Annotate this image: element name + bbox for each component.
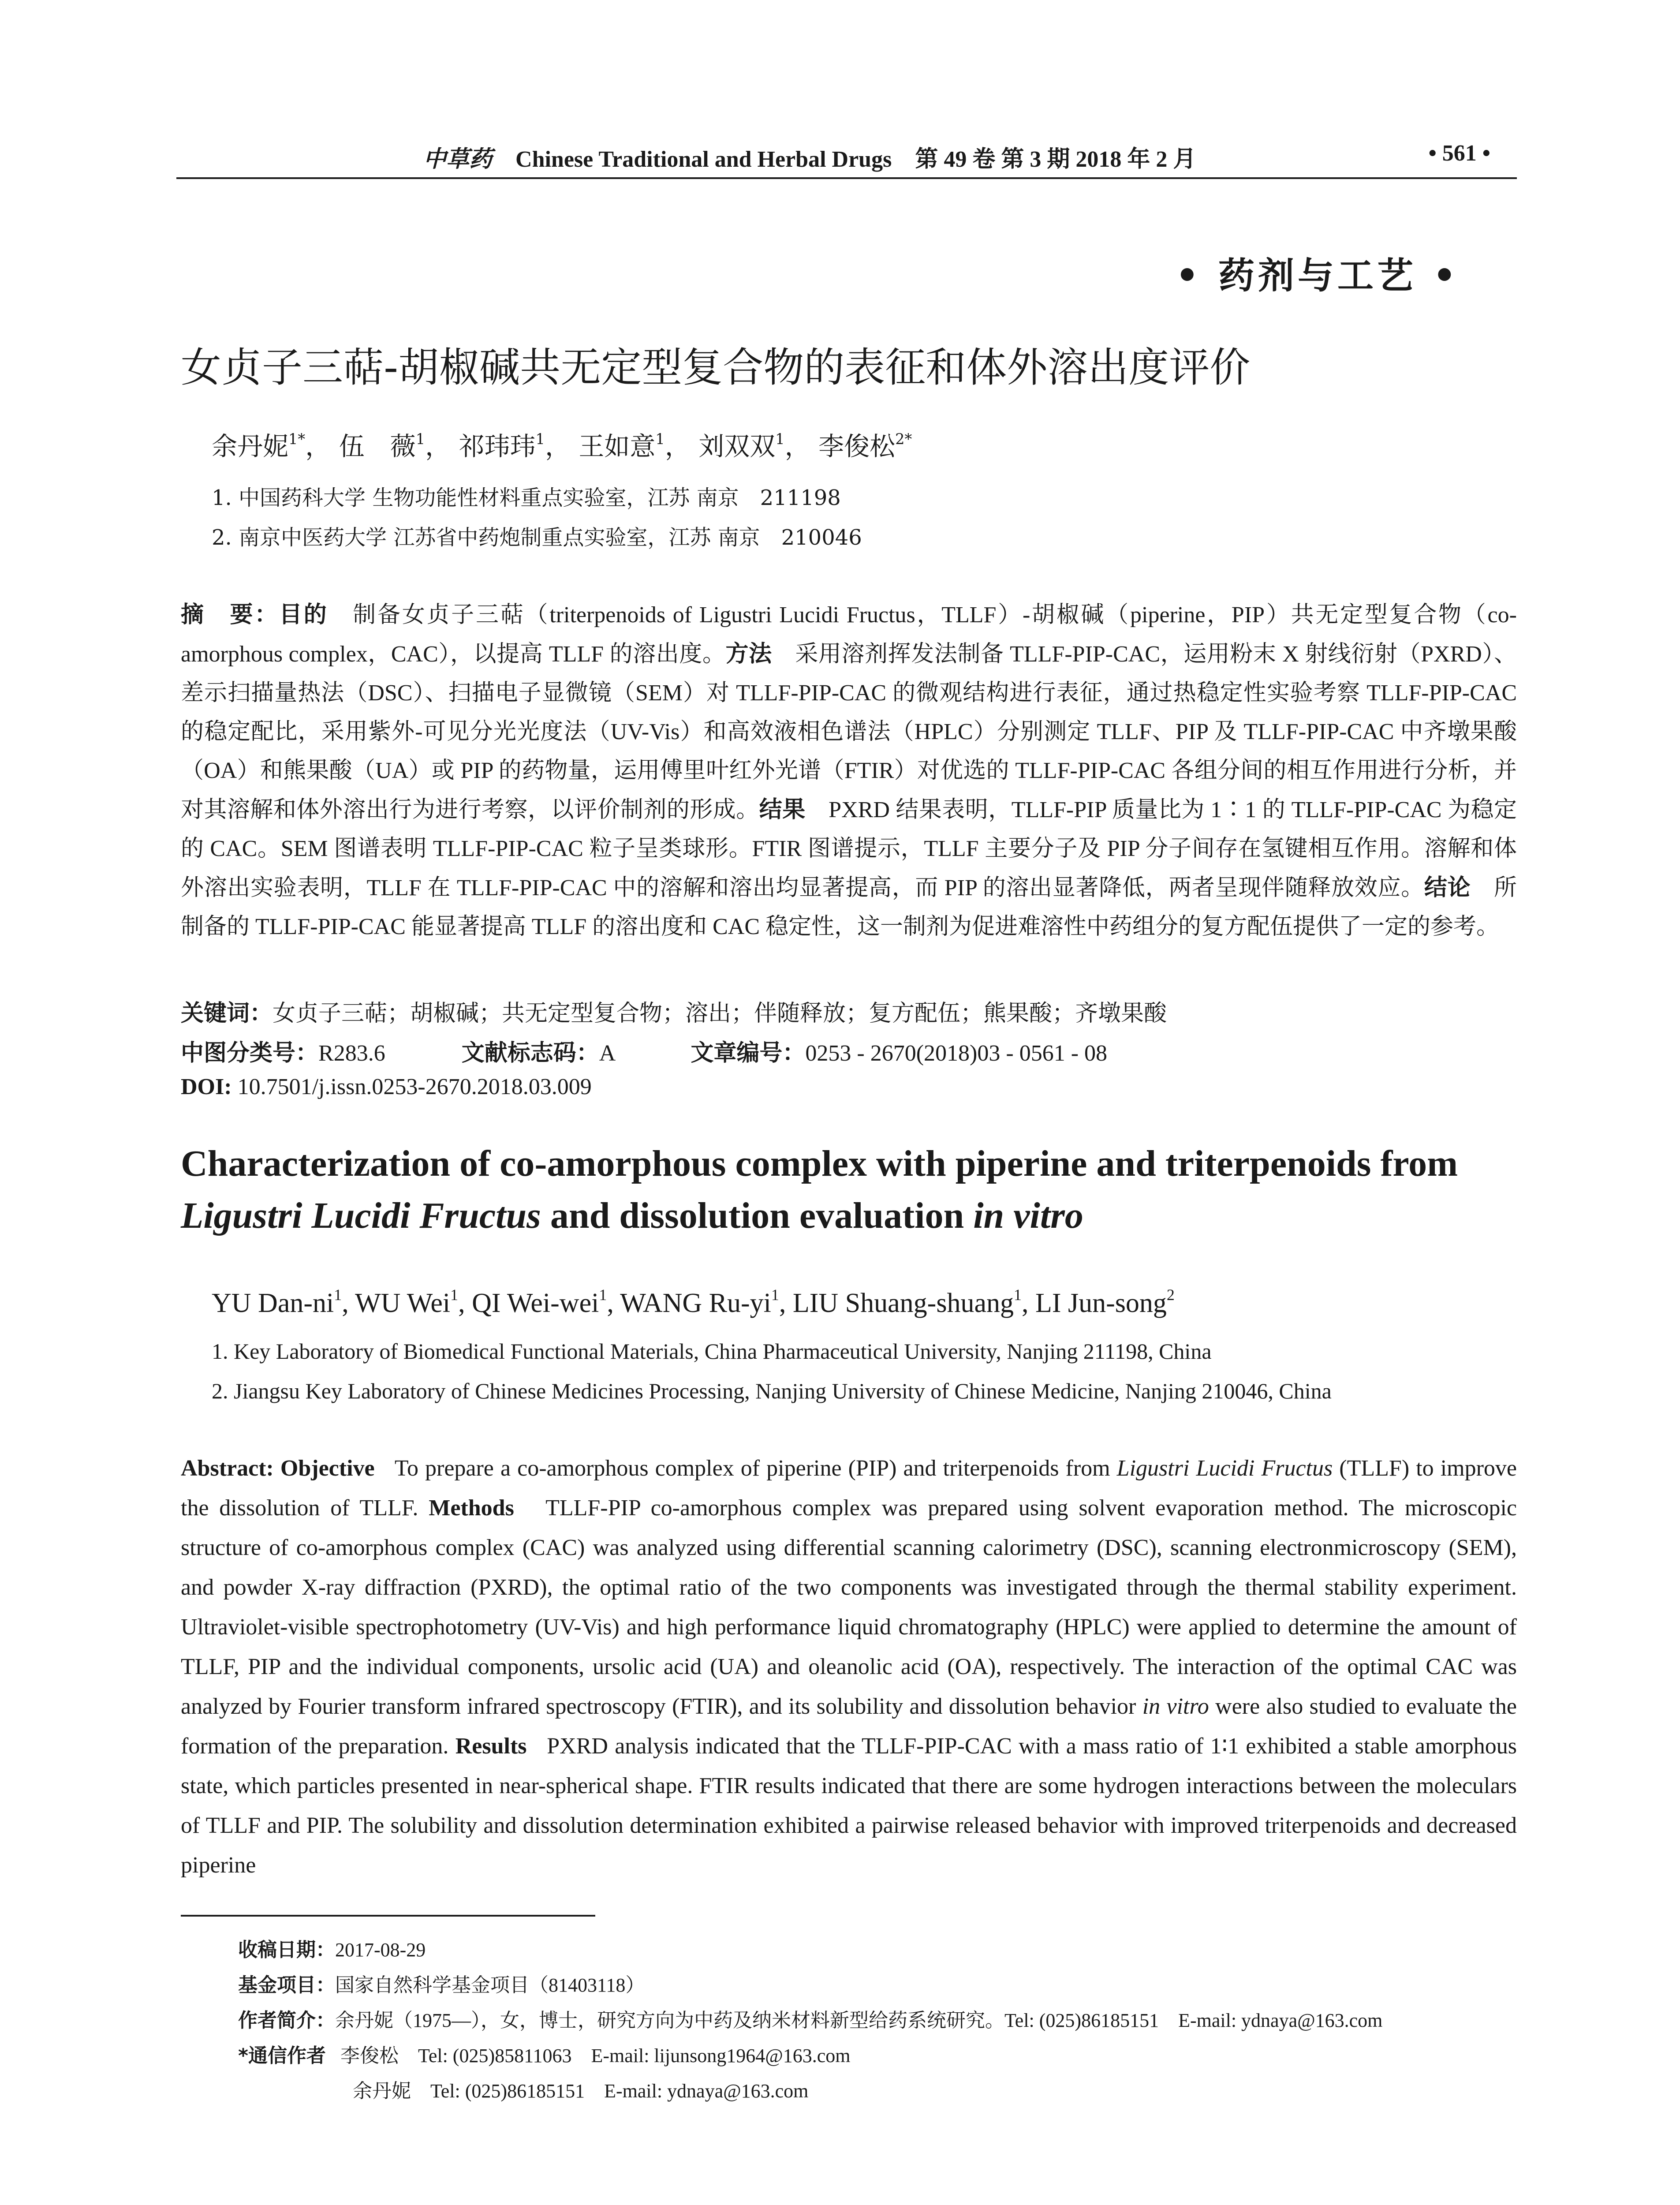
author-name: WANG Ru-yi	[620, 1288, 771, 1318]
title-english-part1: Characterization of co-amorphous complex with piperine and triterpenoids from	[181, 1143, 1458, 1184]
authors-english: YU Dan-$ni^1$, WU Wei$^1$, QI Wei-wei$^1$, WANG $Ru-yi^1$, LIU Shuang-shuang$^1$, LI Jun-song$^2$	[212, 1286, 1175, 1318]
abstract-label: 摘 要：	[181, 602, 279, 628]
journal-issue: 第 49 卷 第 3 期 2018 年 2 月	[915, 147, 1196, 172]
header-rule	[176, 177, 1517, 179]
keywords-line	[181, 994, 1167, 1028]
author-name: 王如意	[579, 431, 656, 461]
article-number-label: 文章编号：	[691, 1040, 806, 1066]
corresponding-label: *通信作者	[238, 2044, 326, 2067]
received-label: 收稿日期：	[238, 1939, 335, 1961]
methods-text: 采用溶剂挥发法制备 TLLF-PIP-CAC，运用粉末 X 射线衍射（PXRD）、差示扫描量热法（DSC）、扫描电子显微镜（SEM）对 TLLF-PIP-CAC 的微观结构进行表征，通过热稳定性实验考察 TLLF-PIP-CAC 的稳定配比，采用紫外-可见分光光度法（UV-Vis）和高效液相色谱法（HPLC）分别测定 TLLF、PIP 及 TLLF-PIP-CAC 中齐墩果酸（OA）和熊果酸（UA）或 PIP 的药物量，运用傅里叶红外光谱（FTIR）对优选的 TLLF-PIP-CAC 各组分间的相互作用进行分析，并对其溶解和体外溶出行为进行考察，以评价制剂的形成。	[181, 642, 1517, 822]
results-en-text: PXRD analysis indicated that the TLLF-PIP-CAC with a mass ratio of 1∶1 exhibited a stable amorphous state, which particles presented in near-spherical shape. FTIR results indicated that there are some hydrogen interactions between the moleculars of TLLF and PIP. The solubility and dissolution determination exhibited a pairwise released behavior with improved triterpenoids and decreased piperine	[181, 1734, 1517, 1878]
author-affiliation-mark: 1*	[288, 430, 306, 448]
author-name: LI Jun-song	[1035, 1288, 1167, 1318]
footnote-fund	[238, 1969, 645, 1997]
affiliation-english-1: 1. Key Laboratory of Biomedical Functional Materials, China Pharmaceutical University, Nanjing 211198, China	[212, 1339, 1212, 1364]
keywords-label: 关键词：	[181, 1000, 273, 1027]
methods-en-text-b: were also studied to evaluate the formation of the preparation.	[181, 1694, 1517, 1759]
author-name: YU Dan-ni	[212, 1288, 334, 1318]
objective-en-label: Objective	[280, 1456, 375, 1481]
author-affiliation-mark: 1	[450, 1286, 459, 1304]
author-affiliation-mark: 2	[1166, 1286, 1175, 1304]
affiliation-chinese-1: 1. 中国药科大学 生物功能性材料重点实验室，江苏 南京 211198	[212, 486, 841, 510]
author-affiliation-mark: 1	[334, 1286, 342, 1304]
abstract-en-label: Abstract:	[181, 1456, 274, 1481]
methods-en-italic: in vitro	[1142, 1694, 1209, 1719]
abstract-english	[181, 1449, 1517, 1885]
affiliation-english-2: 2. Jiangsu Key Laboratory of Chinese Medicines Processing, Nanjing University of Chinese Medicine, Nanjing 210046, China	[212, 1379, 1332, 1403]
author-affiliation-mark: 2*	[895, 430, 912, 448]
results-text: PXRD 结果表明，TLLF-PIP 质量比为 1∶1 的 TLLF-PIP-CAC 为稳定的 CAC。SEM 图谱表明 TLLF-PIP-CAC 粒子呈类球形。FTIR 图谱提示，TLLF 主要分子及 PIP 分子间存在氢键相互作用。溶解和体外溶出实验表明，TLLF 在 TLLF-PIP-CAC 中的溶解和溶出均显著提高，而 PIP 的溶出显著降低，两者呈现伴随释放效应。	[181, 797, 1517, 901]
conclusion-text: 所制备的 TLLF-PIP-CAC 能显著提高 TLLF 的溶出度和 CAC 稳定性，这一制剂为促进难溶性中药组分的复方配伍提供了一定的参考。	[181, 875, 1517, 939]
author-name: QI Wei-wei	[472, 1288, 599, 1318]
keywords-text: 女贞子三萜；胡椒碱；共无定型复合物；溶出；伴随释放；复方配伍；熊果酸；齐墩果酸	[273, 1001, 1167, 1026]
footnote-rule	[181, 1915, 595, 1917]
author-affiliation-mark: 1	[599, 1286, 607, 1304]
title-english	[181, 1138, 1521, 1242]
objective-en-italic: Ligustri Lucidi Fructus	[1116, 1456, 1333, 1481]
methods-label: 方法	[725, 641, 772, 667]
author-name: 李俊松	[818, 431, 896, 461]
page-number: • 561 •	[1428, 141, 1490, 166]
bio-label: 作者简介：	[238, 2009, 335, 2032]
author-affiliation-mark: 1	[775, 430, 785, 448]
author-name: 余丹妮	[212, 431, 289, 461]
title-english-part2: and dissolution evaluation	[541, 1195, 974, 1236]
doi-label: DOI:	[181, 1074, 232, 1099]
results-label: 结果	[759, 796, 806, 823]
footnote-corresponding	[238, 2040, 851, 2068]
author-affiliation-mark: 1	[535, 430, 545, 448]
footnote-bio	[238, 2004, 1382, 2033]
fund-text: 国家自然科学基金项目（81403118）	[335, 1974, 645, 1996]
author-name: 刘双双	[698, 431, 776, 461]
fund-label: 基金项目：	[238, 1974, 335, 1996]
classification-line	[181, 1034, 1107, 1067]
author-name: WU Wei	[355, 1288, 451, 1318]
doc-code-value: A	[599, 1041, 615, 1066]
footnote-received	[238, 1934, 426, 1962]
objective-text: 制备女贞子三萜（triterpenoids of Ligustri Lucidi Fructus，TLLF）-胡椒碱（piperine，PIP）共无定型复合物（co-amorphous complex，CAC），以提高 TLLF 的溶出度。	[181, 602, 1517, 667]
clc-label: 中图分类号：	[181, 1040, 319, 1066]
header-journal-line	[423, 140, 1196, 173]
doi-line	[181, 1074, 592, 1100]
author-affiliation-mark: 1	[1013, 1286, 1022, 1304]
objective-en-text-b: (TLLF) to improve the dissolution of TLLF.	[181, 1456, 1517, 1521]
running-header	[176, 140, 1517, 176]
journal-brand: 中草药	[423, 146, 493, 172]
title-english-italic1: Ligustri Lucidi Fructus	[181, 1195, 541, 1236]
author-affiliation-mark: 1	[415, 430, 426, 448]
abstract-chinese	[181, 595, 1517, 946]
methods-en-text-a: TLLF-PIP co-amorphous complex was prepared using solvent evaporation method. The microscopic structure of co-amorphous complex (CAC) was analyzed using differential scanning calorimetry (DSC), scanning electronmicroscopy (SEM), and powder X-ray diffraction (PXRD), the optimal ratio of the two components was investigated through the thermal stability experiment. Ultraviolet-visible spectrophotometry (UV-Vis) and high performance liquid chromatography (HPLC) were applied to determine the amount of TLLF, PIP and the individual components, ursolic acid (UA) and oleanolic acid (OA), respectively. The interaction of the optimal CAC was analyzed by Fourier transform infrared spectroscopy (FTIR), and its solubility and dissolution behavior	[181, 1495, 1517, 1719]
objective-label: 目的	[279, 602, 329, 628]
author-name: 祁玮玮	[459, 431, 536, 461]
author-name: 伍 薇	[339, 431, 416, 461]
corresponding-1: 李俊松 Tel: (025)85811063 E-mail: lijunsong1964@163.com	[340, 2045, 851, 2067]
author-name: LIU Shuang-shuang	[792, 1288, 1014, 1318]
results-en-label: Results	[455, 1734, 527, 1759]
doi-value[interactable]: 10.7501/j.issn.0253-2670.2018.03.009	[237, 1074, 592, 1099]
section-heading: • 药剂与工艺 •	[1176, 254, 1460, 297]
journal-name: Chinese Traditional and Herbal Drugs	[515, 147, 892, 172]
author-affiliation-mark: 1	[771, 1286, 779, 1304]
doc-code-label: 文献标志码：	[461, 1040, 599, 1066]
title-english-italic2: in vitro	[973, 1195, 1083, 1236]
methods-en-label: Methods	[429, 1495, 514, 1521]
author-affiliation-mark: 1	[655, 430, 665, 448]
article-number-value: 0253 - 2670(2018)03 - 0561 - 08	[805, 1041, 1108, 1066]
bio-text: 余丹妮（1975—），女，博士，研究方向为中药及纳米材料新型给药系统研究。Tel: (025)86185151 E-mail: ydnaya@163.com	[335, 2010, 1383, 2031]
clc-value: R283.6	[318, 1041, 385, 1066]
footnote-corresponding-2: 余丹妮 Tel: (025)86185151 E-mail: ydnaya@163.com	[353, 2080, 809, 2102]
conclusion-label: 结论	[1424, 875, 1471, 901]
authors-chinese: 余丹妮$^{1*}$， 伍 薇$^1$， 祁玮玮$^1$， 王如意$^1$， 刘双双$^1$， 李俊松$^{2*}$	[212, 430, 912, 461]
affiliation-chinese-2: 2. 南京中医药大学 江苏省中药炮制重点实验室，江苏 南京 210046	[212, 525, 862, 550]
objective-en-text-a: To prepare a co-amorphous complex of piperine (PIP) and triterpenoids from	[394, 1456, 1117, 1481]
title-chinese: 女贞子三萜-胡椒碱共无定型复合物的表征和体外溶出度评价	[181, 344, 1251, 391]
received-date: 2017-08-29	[335, 1939, 426, 1961]
